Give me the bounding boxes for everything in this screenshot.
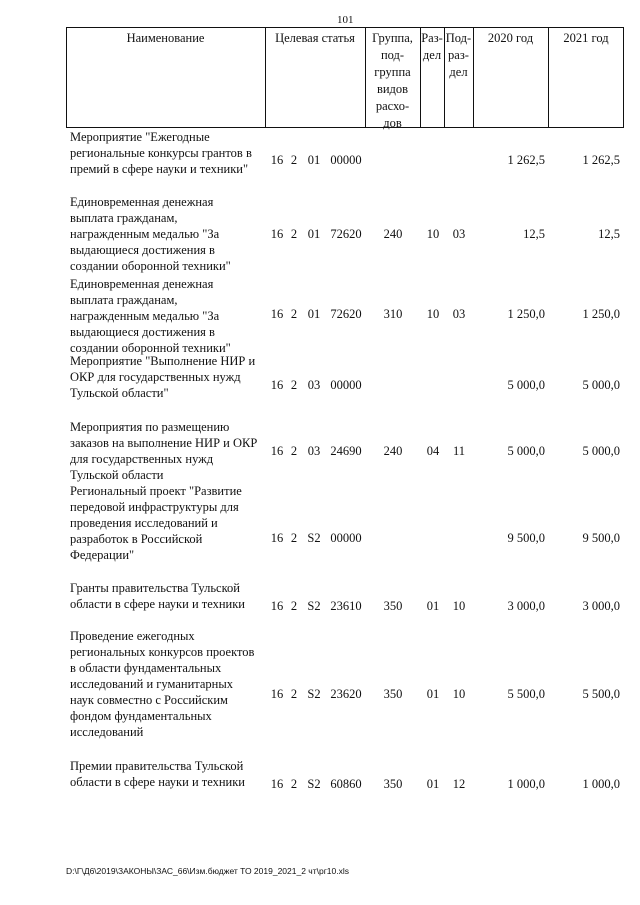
row-name: [70, 419, 265, 483]
cell-t1: 16: [270, 687, 284, 701]
cell-v2021: 1 000,0: [582, 777, 620, 791]
cell-t2: 2: [290, 687, 298, 701]
cell-t4: 24690: [330, 444, 362, 458]
row-name-line: региональных конкурсов проектов: [70, 645, 255, 659]
row-name-line: исследований и гуманитарных: [70, 677, 234, 691]
header-group-line: расхо-: [375, 99, 410, 113]
cell-t1: 16: [270, 599, 284, 613]
cell-t4: 23620: [330, 687, 362, 701]
cell-grp: 240: [383, 444, 403, 458]
cell-rz: 01: [426, 777, 440, 791]
cell-prz: 03: [452, 307, 466, 321]
header-group-line: под-: [380, 48, 405, 62]
cell-grp: 350: [383, 687, 403, 701]
row-name-line: заказов на выполнение НИР и ОКР: [70, 436, 258, 450]
row-name-line: Единовременная денежная: [70, 277, 214, 291]
header-razdel: [420, 30, 444, 64]
row-name-line: награжденным медалью "За: [70, 227, 220, 241]
cell-rz: 10: [426, 307, 440, 321]
row-name: [70, 628, 265, 740]
row-name: [70, 483, 265, 563]
header-name: Наименование: [126, 31, 205, 45]
cell-v2020: 1 000,0: [507, 777, 545, 791]
cell-v2021: 12,5: [598, 227, 620, 241]
cell-rz: 01: [426, 687, 440, 701]
cell-rz: 01: [426, 599, 440, 613]
cell-prz: 10: [452, 687, 466, 701]
header-group: [365, 30, 420, 132]
header-target: Целевая статья: [275, 31, 355, 45]
cell-v2020: 1 262,5: [507, 153, 545, 167]
cell-v2021: 3 000,0: [582, 599, 620, 613]
header-2021: 2021 год: [563, 31, 609, 45]
file-path-footer: D:\Г\Д6\2019\ЗАКОНЫ\ЗАС_66\Изм.бюджет ТО 2019_2021_2 чт\рг10.xls: [66, 866, 350, 876]
header-group-line: Группа,: [372, 31, 413, 45]
cell-t3: S2: [307, 687, 321, 701]
row-name: [70, 276, 265, 356]
cell-t2: 2: [290, 378, 298, 392]
cell-grp: 310: [383, 307, 403, 321]
cell-t4: 23610: [330, 599, 362, 613]
header-podrazdel-line: Под-: [445, 31, 472, 45]
cell-prz: 10: [452, 599, 466, 613]
row-name-line: региональные конкурсы грантов в: [70, 146, 252, 160]
header-razdel-line: Раз-: [421, 31, 443, 45]
row-name-line: Премии правительства Тульской: [70, 759, 244, 773]
row-name-line: ОКР для государственных нужд: [70, 370, 241, 384]
cell-grp: 240: [383, 227, 403, 241]
cell-v2021: 5 000,0: [582, 378, 620, 392]
cell-grp: 350: [383, 599, 403, 613]
row-name-line: выплата гражданам,: [70, 293, 178, 307]
row-name-line: Тульской области: [70, 468, 164, 482]
cell-v2020: 5 000,0: [507, 378, 545, 392]
cell-t1: 16: [270, 531, 284, 545]
cell-v2020: 5 500,0: [507, 687, 545, 701]
cell-prz: 12: [452, 777, 466, 791]
row-name: [70, 758, 265, 790]
cell-t2: 2: [290, 531, 298, 545]
cell-t2: 2: [290, 444, 298, 458]
row-name: [70, 353, 265, 401]
row-name-line: создании оборонной техники": [70, 259, 231, 273]
cell-t2: 2: [290, 227, 298, 241]
cell-t3: 01: [307, 307, 321, 321]
cell-grp: 350: [383, 777, 403, 791]
row-name-line: наук совместно с Российским: [70, 693, 228, 707]
cell-prz: 11: [452, 444, 466, 458]
cell-v2021: 5 000,0: [582, 444, 620, 458]
cell-t3: S2: [307, 531, 321, 545]
cell-v2021: 1 262,5: [582, 153, 620, 167]
cell-prz: 03: [452, 227, 466, 241]
cell-t2: 2: [290, 599, 298, 613]
cell-t4: 00000: [330, 153, 362, 167]
header-podrazdel-line: раз-: [448, 48, 469, 62]
row-name: [70, 580, 265, 612]
row-name: [70, 129, 265, 177]
cell-t3: 03: [307, 444, 321, 458]
header-group-line: группа: [374, 65, 411, 79]
cell-rz: 04: [426, 444, 440, 458]
cell-t1: 16: [270, 777, 284, 791]
header-2020: 2020 год: [487, 31, 534, 45]
row-name-line: Федерации": [70, 548, 135, 562]
row-name-line: для государственных нужд: [70, 452, 214, 466]
row-name-line: области в сфере науки и техники: [70, 597, 245, 611]
row-name-line: фондом фундаментальных: [70, 709, 212, 723]
cell-t3: S2: [307, 599, 321, 613]
row-name-line: Региональный проект "Развитие: [70, 484, 242, 498]
cell-t4: 00000: [330, 378, 362, 392]
cell-t4: 60860: [330, 777, 362, 791]
header-podrazdel-line: дел: [449, 65, 468, 79]
row-name-line: разработок в Российской: [70, 532, 203, 546]
row-name-line: выдающиеся достижения в: [70, 243, 215, 257]
cell-t4: 00000: [330, 531, 362, 545]
header-razdel-line: дел: [422, 48, 442, 62]
cell-t1: 16: [270, 153, 284, 167]
cell-t1: 16: [270, 307, 284, 321]
row-name-line: Мероприятия по размещению: [70, 420, 230, 434]
row-name: [70, 194, 265, 274]
cell-t4: 72620: [330, 227, 362, 241]
cell-t3: S2: [307, 777, 321, 791]
row-name-line: передовой инфраструктуры для: [70, 500, 239, 514]
row-name-line: Гранты правительства Тульской: [70, 581, 240, 595]
page-number: 101: [337, 14, 354, 26]
cell-rz: 10: [426, 227, 440, 241]
cell-v2021: 5 500,0: [582, 687, 620, 701]
row-name-line: исследований: [70, 725, 144, 739]
row-name-line: Тульской области": [70, 386, 169, 400]
row-name-line: области в сфере науки и техники: [70, 775, 245, 789]
cell-t2: 2: [290, 777, 298, 791]
row-name-line: в области фундаментальных: [70, 661, 222, 675]
header-podrazdel: [444, 30, 473, 81]
row-name-line: Мероприятие "Выполнение НИР и: [70, 354, 256, 368]
cell-t3: 01: [307, 153, 321, 167]
row-name-line: награжденным медалью "За: [70, 309, 220, 323]
cell-t4: 72620: [330, 307, 362, 321]
row-name-line: Единовременная денежная: [70, 195, 214, 209]
cell-v2021: 1 250,0: [582, 307, 620, 321]
cell-v2020: 12,5: [523, 227, 545, 241]
cell-t1: 16: [270, 378, 284, 392]
row-name-line: премий в сфере науки и техники": [70, 162, 249, 176]
row-name-line: Мероприятие "Ежегодные: [70, 130, 210, 144]
header-group-line: дов: [383, 116, 402, 130]
cell-v2020: 5 000,0: [507, 444, 545, 458]
row-name-line: создании оборонной техники": [70, 341, 231, 355]
row-name-line: Проведение ежегодных: [70, 629, 195, 643]
cell-t1: 16: [270, 227, 284, 241]
row-name-line: выдающиеся достижения в: [70, 325, 215, 339]
cell-t3: 03: [307, 378, 321, 392]
cell-t1: 16: [270, 444, 284, 458]
cell-v2020: 1 250,0: [507, 307, 545, 321]
header-group-line: видов: [376, 82, 409, 96]
row-name-line: проведения исследований и: [70, 516, 218, 530]
cell-t3: 01: [307, 227, 321, 241]
cell-v2021: 9 500,0: [582, 531, 620, 545]
row-name-line: выплата гражданам,: [70, 211, 178, 225]
cell-v2020: 3 000,0: [507, 599, 545, 613]
cell-v2020: 9 500,0: [507, 531, 545, 545]
cell-t2: 2: [290, 153, 298, 167]
cell-t2: 2: [290, 307, 298, 321]
